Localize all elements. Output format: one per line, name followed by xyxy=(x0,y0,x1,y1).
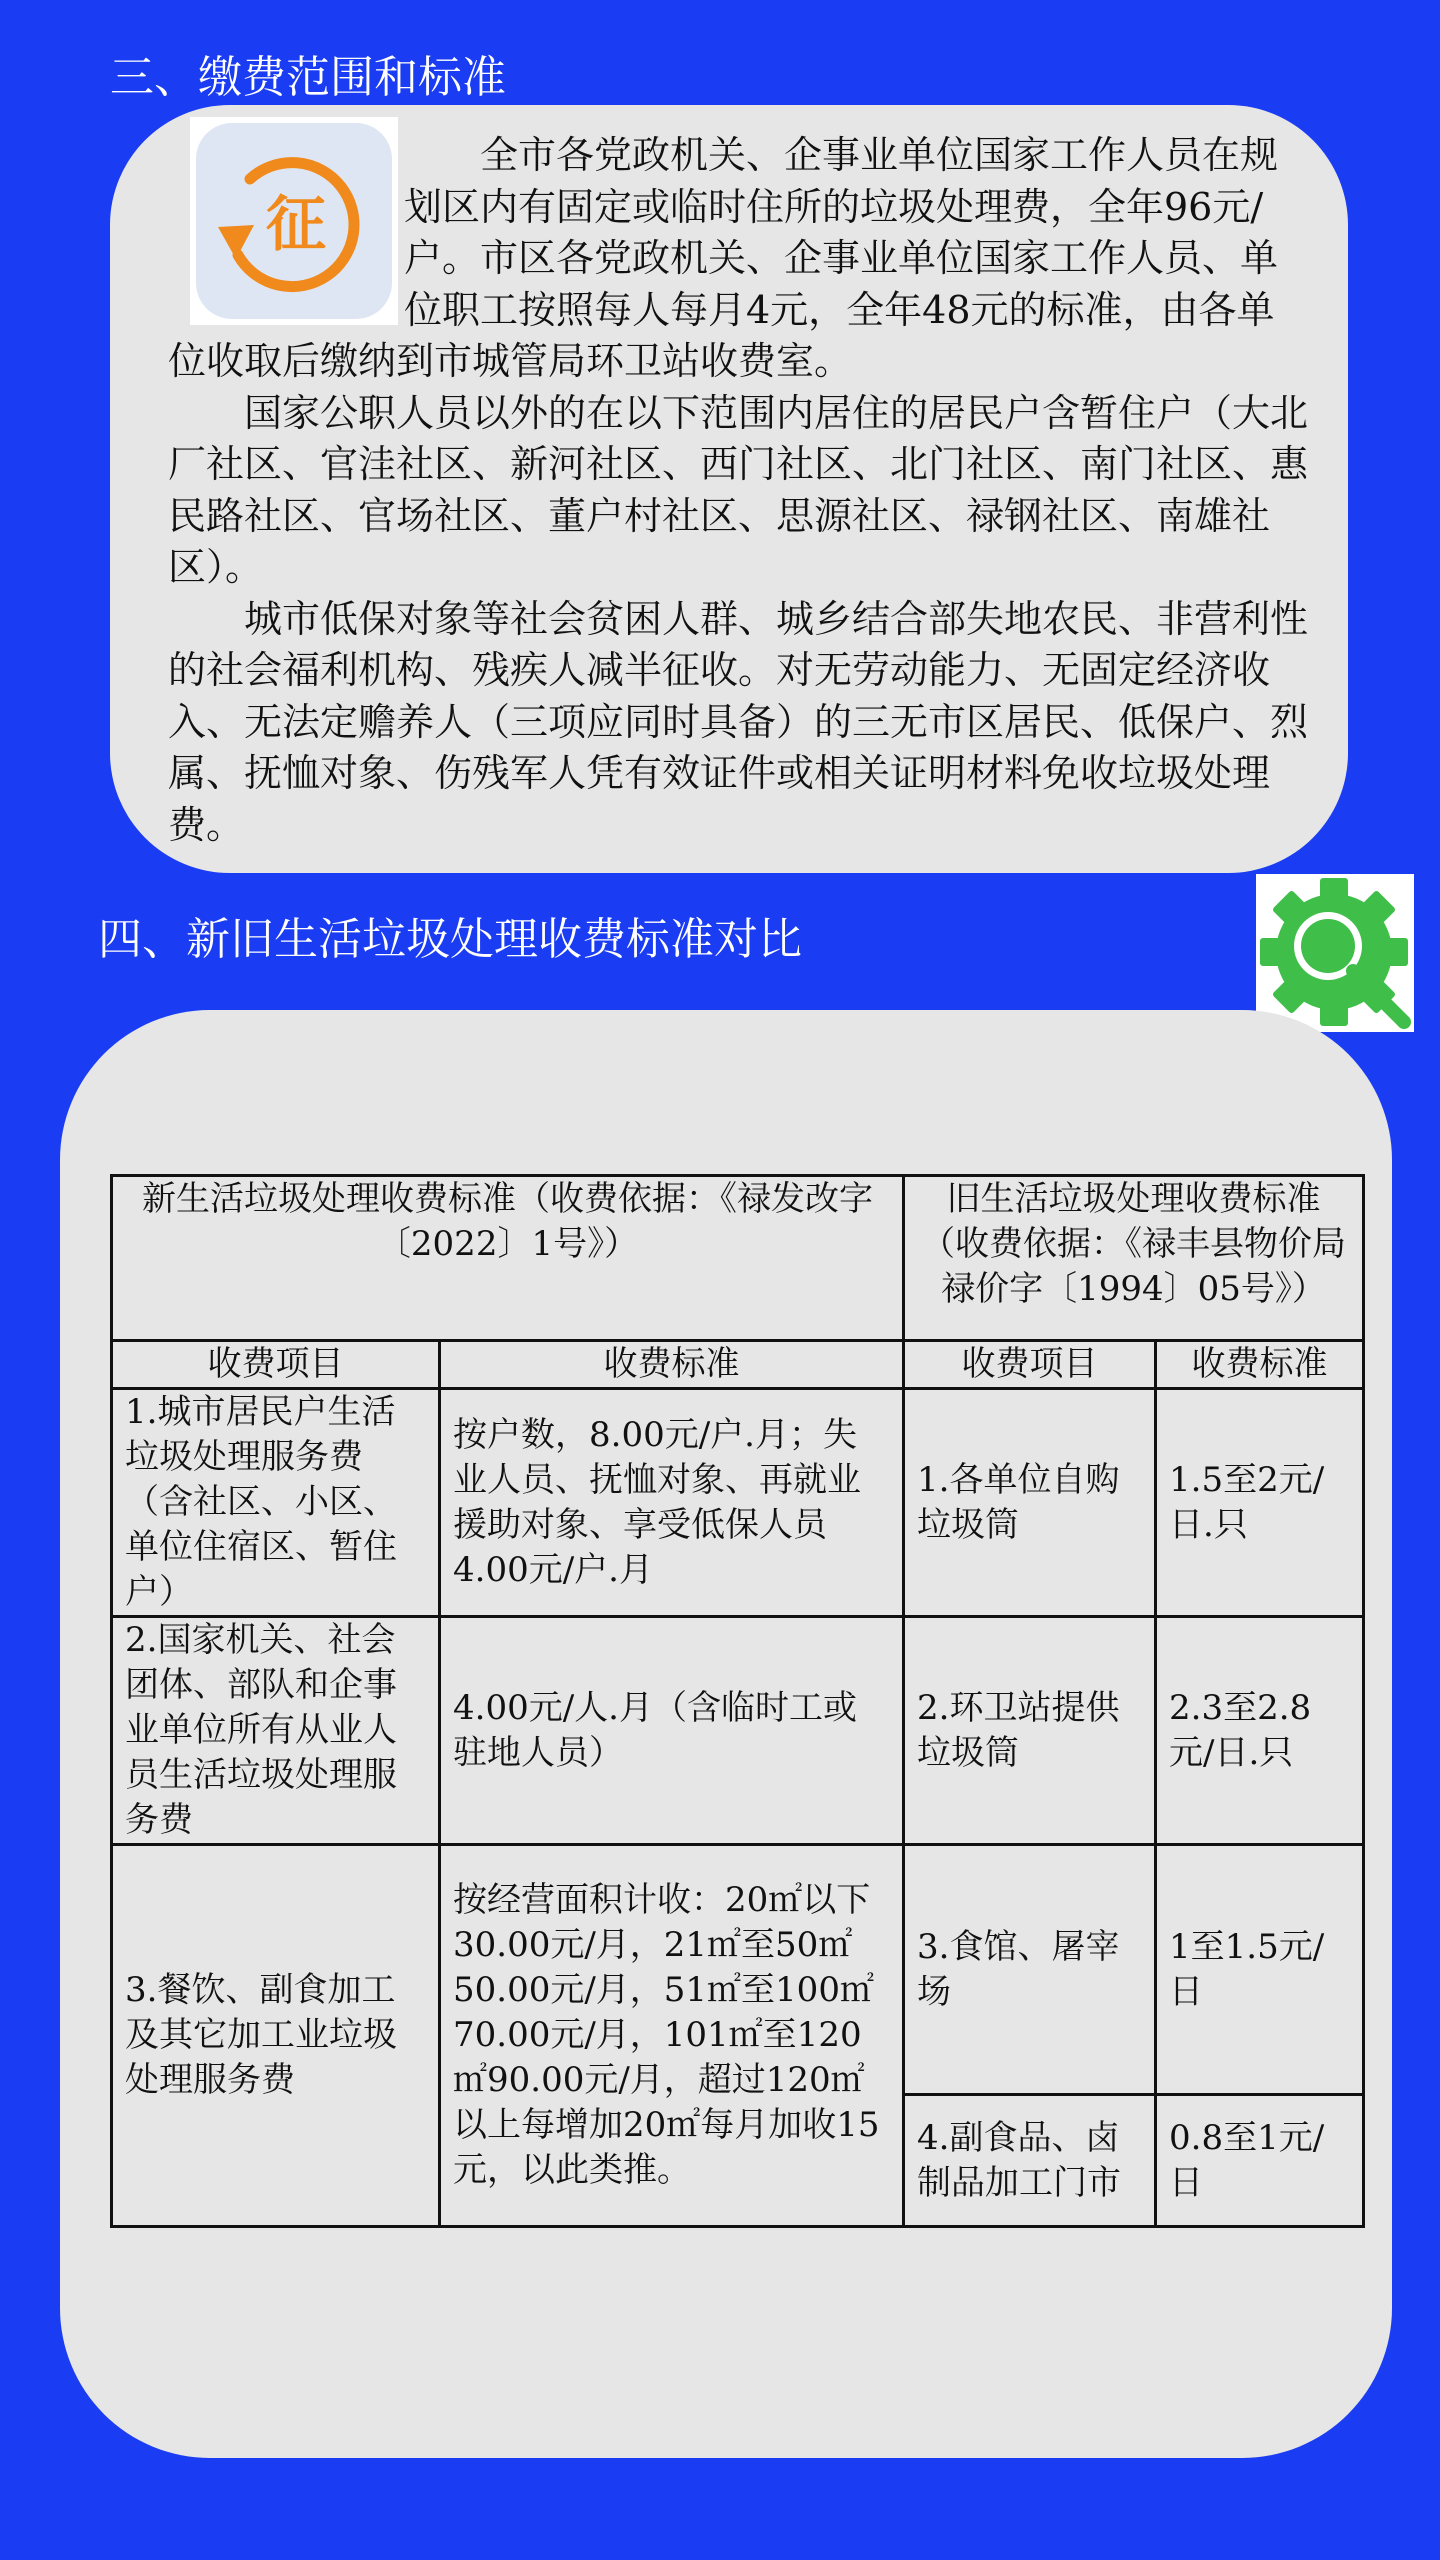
old-item-column-header: 收费项目 xyxy=(904,1341,1156,1389)
old-standard-cell: 0.8至1元/日 xyxy=(1156,2095,1364,2227)
section3-title: 三、缴费范围和标准 xyxy=(110,52,506,103)
old-item-cell: 1.各单位自购垃圾筒 xyxy=(904,1389,1156,1617)
table-row xyxy=(112,1617,1364,1845)
new-standard-column-header: 收费标准 xyxy=(440,1341,904,1389)
new-standard-cell: 4.00元/人.月（含临时工或驻地人员） xyxy=(440,1617,904,1845)
section3-body xyxy=(168,130,1308,851)
gear-search-icon xyxy=(1256,874,1414,1032)
fee-comparison-table xyxy=(110,1174,1365,2228)
old-standard-cell: 1.5至2元/日.只 xyxy=(1156,1389,1364,1617)
section4-title: 四、新旧生活垃圾处理收费标准对比 xyxy=(98,914,802,965)
new-item-cell: 2.国家机关、社会团体、部队和企事业单位所有从业人员生活垃圾处理服务费 xyxy=(112,1617,440,1845)
old-item-cell: 2.环卫站提供垃圾筒 xyxy=(904,1617,1156,1845)
table-row xyxy=(112,1389,1364,1617)
table-subheader-row xyxy=(112,1341,1364,1389)
new-item-cell: 1.城市居民户生活垃圾处理服务费（含社区、小区、单位住宿区、暂住户） xyxy=(112,1389,440,1617)
old-standard-header: 旧生活垃圾处理收费标准（收费依据：《禄丰县物价局禄价字〔1994〕05号》） xyxy=(904,1176,1364,1341)
old-item-cell: 4.副食品、卤制品加工门市 xyxy=(904,2095,1156,2227)
old-standard-cell: 1至1.5元/日 xyxy=(1156,1845,1364,2095)
table-header-row xyxy=(112,1176,1364,1341)
old-item-cell: 3.食馆、屠宰场 xyxy=(904,1845,1156,2095)
section3-paragraph-1: 全市各党政机关、企事业单位国家工作人员在规划区内有固定或临时住所的垃圾处理费，全年96元/户。市区各党政机关、企事业单位国家工作人员、单位职工按照每人每月4元，全年48元的标准，由各单位收取后缴纳到市城管局环卫站收费室。 xyxy=(168,133,1279,383)
new-standard-header: 新生活垃圾处理收费标准（收费依据：《禄发改字〔2022〕1号》） xyxy=(112,1176,904,1341)
section3-paragraph-3: 城市低保对象等社会贫困人群、城乡结合部失地农民、非营利性的社会福利机构、残疾人减半征收。对无劳动能力、无固定经济收入、无法定赡养人（三项应同时具备）的三无市区居民、低保户、烈属、抚恤对象、伤残军人凭有效证件或相关证明材料免收垃圾处理费。 xyxy=(168,596,1309,847)
old-standard-cell: 2.3至2.8元/日.只 xyxy=(1156,1617,1364,1845)
new-standard-cell: 按户数，8.00元/户.月；失业人员、抚恤对象、再就业援助对象、享受低保人员4.00元/户.月 xyxy=(440,1389,904,1617)
section3-paragraph-2: 国家公职人员以外的在以下范围内居住的居民户含暂住户（大北厂社区、官洼社区、新河社区、西门社区、北门社区、南门社区、惠民路社区、官场社区、董户村社区、思源社区、禄钢社区、南雄社区）。 xyxy=(168,390,1309,589)
table-row xyxy=(112,1845,1364,2095)
old-standard-column-header: 收费标准 xyxy=(1156,1341,1364,1389)
new-standard-cell: 按经营面积计收：20㎡以下30.00元/月，21㎡至50㎡50.00元/月，51㎡至100㎡70.00元/月，101㎡至120㎡90.00元/月，超过120㎡以上每增加20㎡每月加收15元，以此类推。 xyxy=(440,1845,904,2227)
svg-text:征: 征 xyxy=(266,190,326,260)
new-item-cell: 3.餐饮、副食加工及其它加工业垃圾处理服务费 xyxy=(112,1845,440,2227)
new-item-column-header: 收费项目 xyxy=(112,1341,440,1389)
